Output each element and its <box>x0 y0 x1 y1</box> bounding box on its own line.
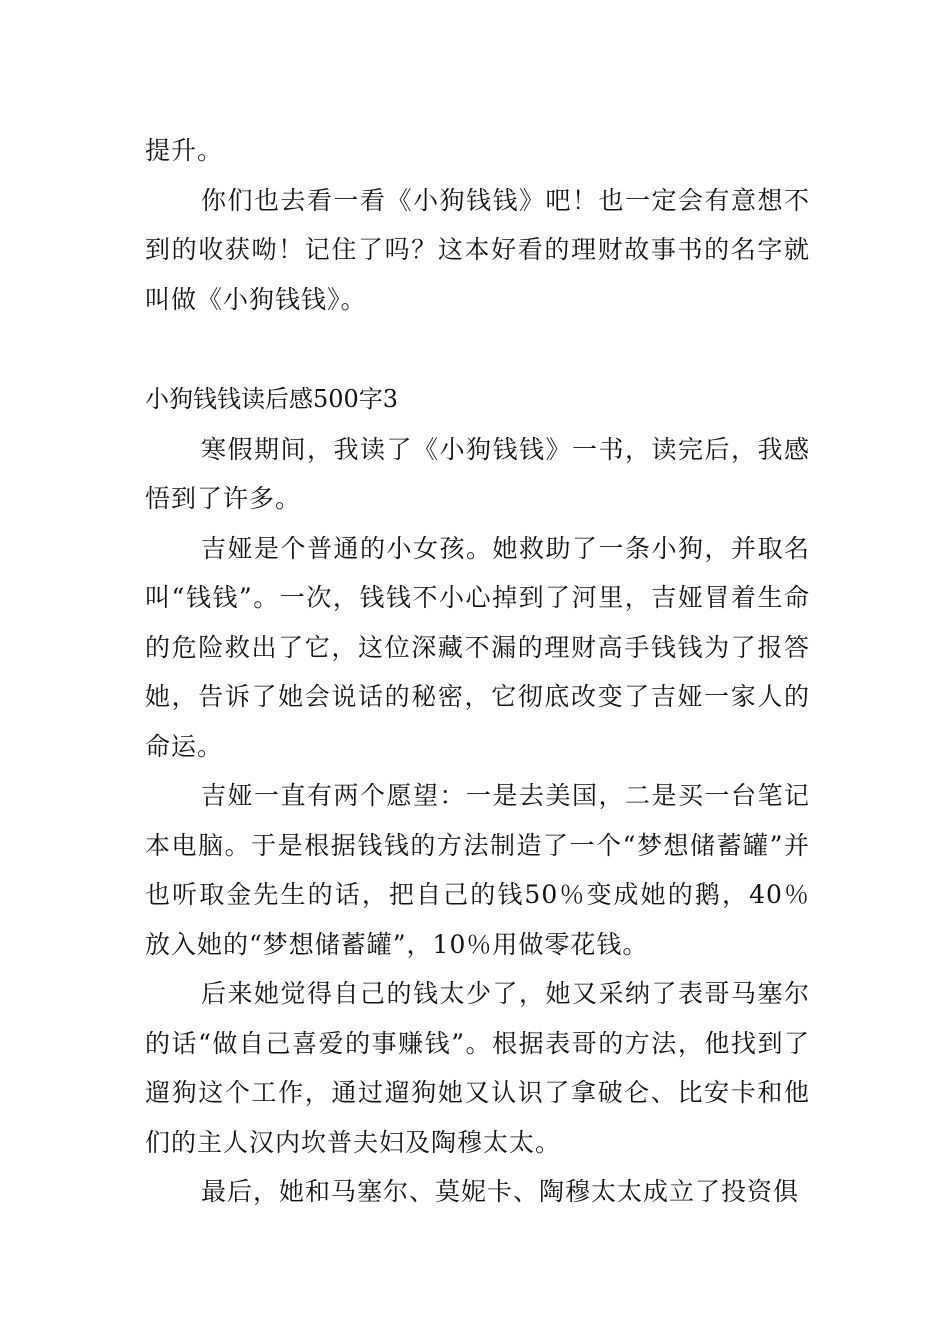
continuation-line: 提升。 <box>145 136 224 165</box>
paragraph: 吉娅是个普通的小女孩。她救助了一条小狗，并取名叫“钱钱”。一次，钱钱不小心掉到了河里，吉娅冒着生命的危险救出了它，这位深藏不漏的理财高手钱钱为了报答她，告诉了她会说话的秘密，它彻底改变了吉娅一家人的命运。 <box>145 533 810 761</box>
section-heading: 小狗钱钱读后感500字3 <box>145 385 399 413</box>
paragraph: 后来她觉得自己的钱太少了，她又采纳了表哥马塞尔的话“做自己喜爱的事赚钱”。根据表哥的方法，他找到了遛狗这个工作，通过遛狗她又认识了拿破仑、比安卡和他们的主人汉内坎普夫妇及陶穆太太。 <box>145 979 810 1157</box>
paragraph: 最后，她和马塞尔、莫妮卡、陶穆太太成立了投资俱 <box>201 1177 800 1206</box>
text-block-top <box>145 126 810 324</box>
paragraph: 你们也去看一看《小狗钱钱》吧！也一定会有意想不到的收获呦！记住了吗？这本好看的理财故事书的名字就叫做《小狗钱钱》。 <box>145 185 810 314</box>
text-block-section <box>145 375 810 1217</box>
paragraph: 寒假期间，我读了《小狗钱钱》一书，读完后，我感悟到了许多。 <box>145 434 810 513</box>
paragraph: 吉娅一直有两个愿望：一是去美国，二是买一台笔记本电脑。于是根据钱钱的方法制造了一个“梦想储蓄罐”并也听取金先生的话，把自己的钱50％变成她的鹅，40％放入她的“梦想储蓄罐”，10％用做零花钱。 <box>145 781 810 959</box>
